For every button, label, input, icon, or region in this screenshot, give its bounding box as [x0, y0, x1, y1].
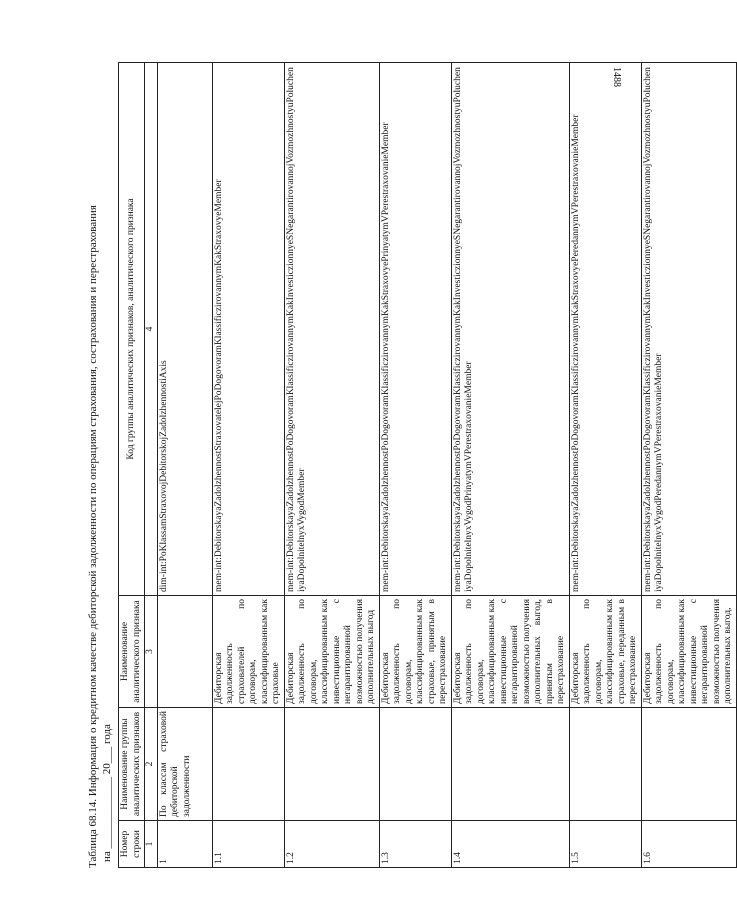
- code-cell: dim-int:PoKlassamStraxovojDebitorskojZadolzhennostiAxis: [157, 63, 212, 596]
- feature-name-cell: Дебиторская задолженность по договорам, классифицированным как инвестиционные с негарантированной возможностью получения дополнительных выгод,: [641, 596, 736, 708]
- row-number: 1.6: [641, 821, 736, 868]
- table-row: [569, 63, 641, 868]
- column-numbers-row: [145, 63, 158, 868]
- table-row: [641, 63, 736, 868]
- header-row-number: Номер строки: [119, 821, 145, 868]
- column-number: 3: [145, 596, 158, 708]
- feature-name-cell: Дебиторская задолженность по договорам, классифицированным как инвестиционные с негарантированной возможностью получения дополнительных выгод, принятым в перестрахование: [451, 596, 569, 708]
- table-row: [451, 63, 569, 868]
- code-cell: mem-int:DebitorskayaZadolzhennostPoDogovoramKlassificzirovannymKakInvesticzionnyeSNegarantirovannojVozmozhnostyuPolucheniyaDopolnitelnyxVygodMember: [284, 63, 379, 596]
- table-title-line1: Таблица 68.14. Информация о кредитном качестве дебиторской задолженности по операциям страхования, сострахования и перестрахования: [87, 205, 99, 868]
- row-number: 1.5: [569, 821, 641, 868]
- group-name-cell: [284, 708, 379, 821]
- feature-name-cell: Дебиторская задолженность по договорам, классифицированным как страховые, переданным в перестрахование: [569, 596, 641, 708]
- page-number: 1488: [611, 67, 622, 87]
- code-cell: mem-int:DebitorskayaZadolzhennostPoDogovoramKlassificzirovannymKakInvesticzionnyeSNegarantirovannojVozmozhnostyuPolucheniyaDopolnitelnyxVygodPeredannymVPerestraxovanieMember: [641, 63, 736, 596]
- feature-name-cell: Дебиторская задолженность по договорам, классифицированным как страховые, принятым в перестрахование: [379, 596, 451, 708]
- header-feature-name: Наименование аналитического признака: [119, 596, 145, 708]
- header-code: Код группы аналитических признаков, аналитического признака: [119, 63, 145, 596]
- feature-name-cell: Дебиторская задолженность страхователей по договорам, классифицированным как страховые: [212, 596, 284, 708]
- row-number: 1: [157, 821, 212, 868]
- table-title-date-line: на _____________ 20___ года: [101, 724, 113, 862]
- feature-name-cell: [157, 596, 212, 708]
- code-cell: mem-int:DebitorskayaZadolzhennostPoDogovoramKlassificzirovannymKakStraxovyePeredannymVPerestraxovanieMember: [569, 63, 641, 596]
- row-number: 1.4: [451, 821, 569, 868]
- group-name-cell: [212, 708, 284, 821]
- header-group-name: Наименование группы аналитических признаков: [119, 708, 145, 821]
- table-title: [86, 61, 116, 868]
- group-name-cell: [569, 708, 641, 821]
- row-number: 1.3: [379, 821, 451, 868]
- row-number: 1.2: [284, 821, 379, 868]
- table-row: [284, 63, 379, 868]
- row-number: 1.1: [212, 821, 284, 868]
- code-cell: mem-int:DebitorskayaZadolzhennostStraxovatelejPoDogovoramKlassificzirovannymKakStraxovyeMember: [212, 63, 284, 596]
- group-name-cell: По классам страховой дебиторской задолженности: [157, 708, 212, 821]
- code-cell: mem-int:DebitorskayaZadolzhennostPoDogovoramKlassificzirovannymKakInvesticzionnyeSNegarantirovannojVozmozhnostyuPolucheniyaDopolnitelnyxVygodPrinyatymVPerestraxovanieMember: [451, 63, 569, 596]
- receivables-credit-quality-table: [118, 62, 737, 868]
- group-name-cell: [641, 708, 736, 821]
- group-name-cell: [451, 708, 569, 821]
- header-row: [119, 63, 145, 868]
- column-number: 4: [145, 63, 158, 596]
- code-cell: mem-int:DebitorskayaZadolzhennostPoDogovoramKlassificzirovannymKakStraxovyePrinyatymVPerestraxovanieMember: [379, 63, 451, 596]
- column-number: 1: [145, 821, 158, 868]
- table-row: [379, 63, 451, 868]
- group-name-cell: [379, 708, 451, 821]
- table-row: [157, 63, 212, 868]
- column-number: 2: [145, 708, 158, 821]
- feature-name-cell: Дебиторская задолженность по договорам, классифицированным как инвестиционные с негарантированной возможностью получения дополнительных выгод: [284, 596, 379, 708]
- table-row: [212, 63, 284, 868]
